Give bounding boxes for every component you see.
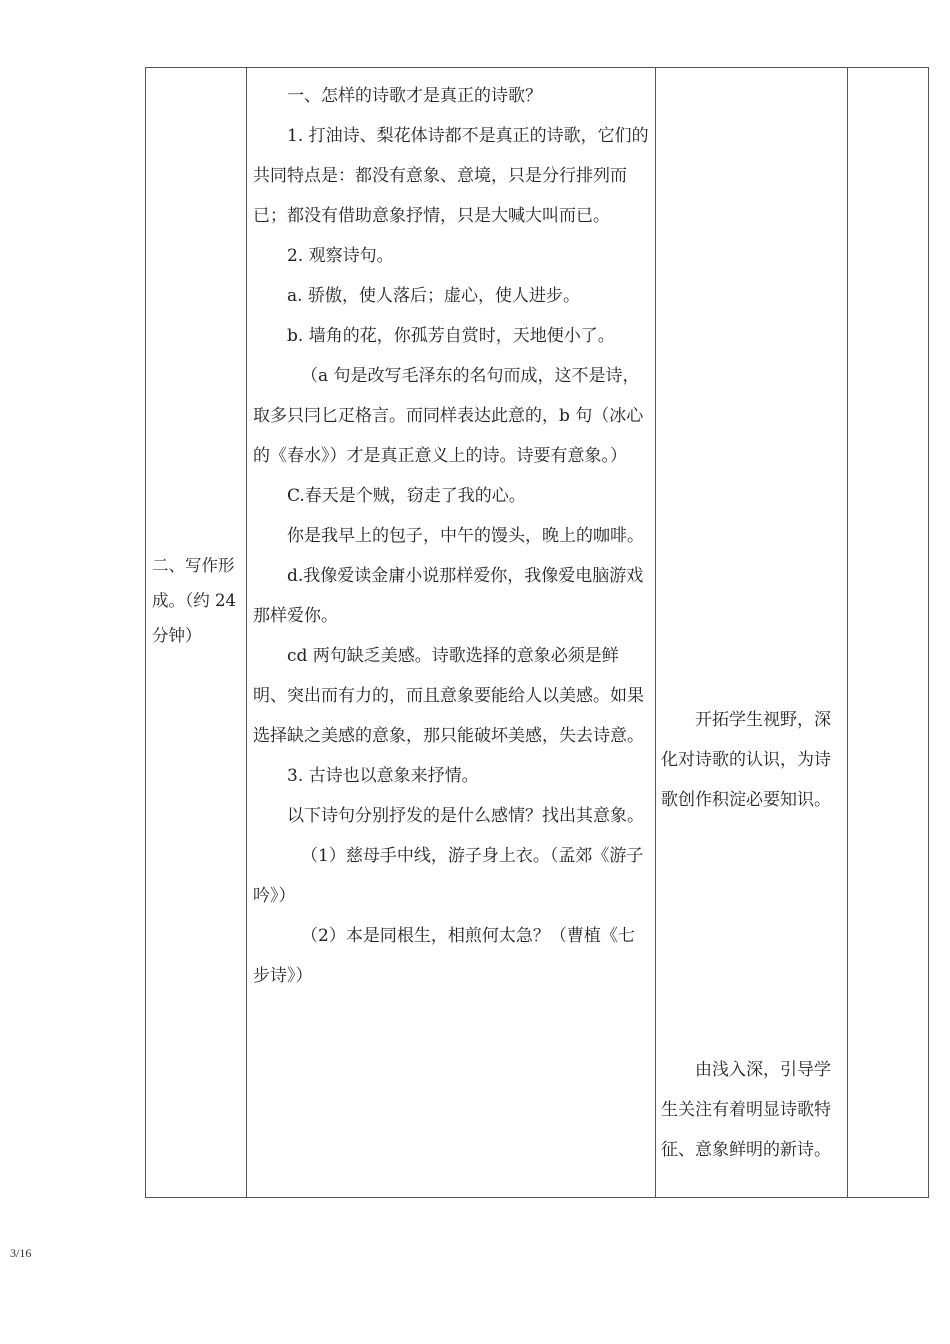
design-note-text: 由浅入深，引导学生关注有着明显诗歌特征、意象鲜明的新诗。 <box>661 1060 831 1160</box>
content-paragraph: 你是我早上的包子，中午的馒头，晚上的咖啡。 <box>287 526 644 546</box>
section-label <box>152 554 240 659</box>
content-paragraph: 3. 古诗也以意象来抒情。 <box>287 766 479 786</box>
design-note-text: 开拓学生视野，深化对诗歌的认识，为诗歌创作积淀必要知识。 <box>661 710 831 810</box>
content-paragraph: C.春天是个贼，窃走了我的心。 <box>287 486 526 506</box>
section-label-line: 分钟） <box>152 626 202 645</box>
design-note <box>661 700 841 820</box>
content-paragraph: b. 墙角的花，你孤芳自赏时，天地便小了。 <box>287 326 615 346</box>
content-cell <box>247 68 656 1198</box>
section-label-line: 成。（约 24 <box>152 591 236 610</box>
design-note <box>661 1050 841 1170</box>
table-row <box>146 68 929 1198</box>
content-paragraph: （2）本是同根生，相煎何太急？（曹植《七步诗》） <box>253 926 635 986</box>
content-paragraph: d.我像爱读金庸小说那样爱你，我像爱电脑游戏那样爱你。 <box>253 566 644 626</box>
design-intent-cell <box>656 68 848 1198</box>
empty-cell <box>848 68 929 1198</box>
section-label-line: 二、写作形 <box>152 556 235 575</box>
lesson-plan-table <box>145 67 929 1198</box>
content-paragraph: 2. 观察诗句。 <box>287 246 394 266</box>
content-paragraph: 以下诗句分别抒发的是什么感情？找出其意象。 <box>287 806 644 826</box>
content-paragraph: （1）慈母手中线，游子身上衣。（孟郊《游子吟》） <box>253 846 644 906</box>
content-paragraph: （a 句是改写毛泽东的名句而成，这不是诗，取多只冃匕疋格言。而同样表达此意的，b 句（冰心的《春水》）才是真正意义上的诗。诗要有意象。） <box>253 366 644 466</box>
section-cell <box>146 68 247 1198</box>
page-number: 3/16 <box>10 1246 32 1260</box>
content-paragraph: 1. 打油诗、梨花体诗都不是真正的诗歌，它们的共同特点是：都没有意象、意境，只是分行排列而已；都没有借助意象抒情，只是大喊大叫而已。 <box>253 126 649 226</box>
content-paragraph: a. 骄傲，使人落后；虚心，使人进步。 <box>287 286 580 306</box>
teaching-content <box>247 68 655 996</box>
content-paragraph: cd 两句缺乏美感。诗歌选择的意象必须是鲜明、突出而有力的，而且意象要能给人以美感。如果选择缺之美感的意象，那只能破坏美感，失去诗意。 <box>253 646 644 746</box>
content-paragraph: 一、怎样的诗歌才是真正的诗歌？ <box>287 86 542 106</box>
